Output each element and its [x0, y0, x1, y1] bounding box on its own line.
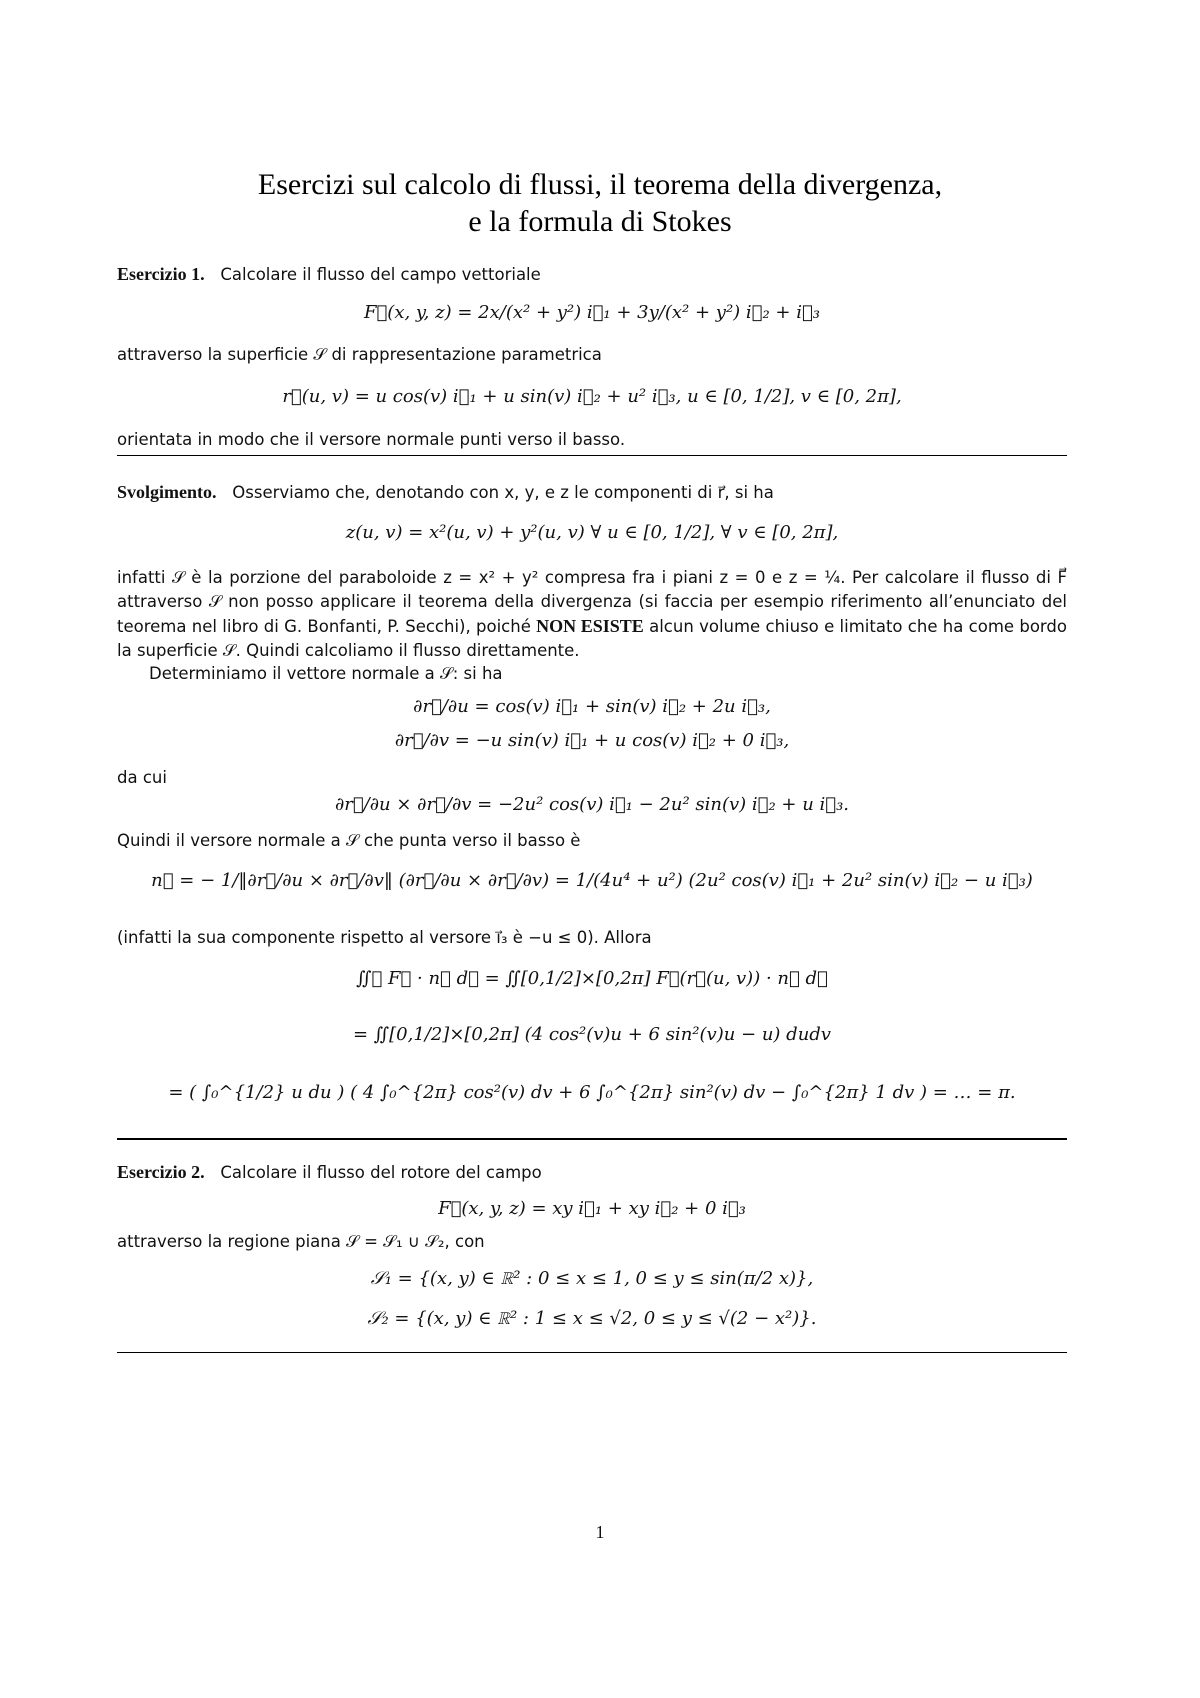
exercise-2-s1: 𝒮₁ = {(x, y) ∈ ℝ² : 0 ≤ x ≤ 1, 0 ≤ y ≤ sin(π/2 x)}, — [370, 1268, 814, 1289]
solution-1-p1-text: Osserviamo che, denotando con x, y, e z le componenti di r⃗, si ha — [232, 483, 774, 502]
exercise-2-field: F⃗(x, y, z) = xy i⃗₁ + xy i⃗₂ + 0 i⃗₃ — [438, 1198, 746, 1219]
exercise-1-intro: Calcolare il flusso del campo vettoriale — [220, 265, 541, 284]
page-number: 1 — [595, 1522, 605, 1542]
solution-1-p2-end: alcun volume chiuso e limitato che ha come bordo la superficie 𝒮. Quindi calcoliamo il flusso direttamente. — [117, 617, 1067, 660]
solution-1-p2-bold: NON ESISTE — [536, 616, 644, 636]
exercise-1-label: Esercizio 1. — [117, 264, 205, 284]
solution-1-da-cui: da cui — [117, 768, 167, 787]
solution-1-p2-text: infatti 𝒮 è la porzione del paraboloide z = x² + y² compresa fra i piani z = 0 e z = ¼. Per calcolare il flusso di F⃗ attraverso 𝒮 non posso applicare il teorema della divergenza (si faccia per esempio riferimento all’enunciato del teorema nel libro di G. Bonfanti, P. Secchi), poiché — [117, 568, 1067, 636]
solution-1-p2 — [117, 566, 1067, 663]
solution-1-p5: (infatti la sua componente rispetto al versore i⃗₃ è −u ≤ 0). Allora — [117, 928, 652, 947]
solution-1-eq5a: ∬𝒮 F⃗ · n⃗ d𝒮 = ∬[0,1/2]×[0,2π] F⃗(r⃗(u, v)) · n⃗ d𝒮 — [356, 968, 828, 989]
solution-1-eq3: ∂r⃗/∂u × ∂r⃗/∂v = −2u² cos(v) i⃗₁ − 2u² sin(v) i⃗₂ + u i⃗₃. — [334, 794, 850, 815]
divider — [117, 1138, 1067, 1140]
solution-1-eq4: n⃗ = − 1/‖∂r⃗/∂u × ∂r⃗/∂v‖ (∂r⃗/∂u × ∂r⃗/∂v) = 1/(4u⁴ + u²) (2u² cos(v) i⃗₁ + 2u² sin(v) i⃗₂ − u i⃗₃) — [151, 870, 1033, 891]
exercise-2-statement — [117, 1160, 1067, 1185]
exercise-1-through: attraverso la superficie 𝒮 di rappresentazione parametrica — [117, 345, 602, 364]
exercise-1-field: F⃗(x, y, z) = 2x/(x² + y²) i⃗₁ + 3y/(x² + y²) i⃗₂ + i⃗₃ — [364, 302, 820, 323]
exercise-2-intro: Calcolare il flusso del rotore del campo — [220, 1163, 542, 1182]
solution-1-p1 — [117, 480, 1067, 505]
solution-1-eq5b: = ∬[0,1/2]×[0,2π] (4 cos²(v)u + 6 sin²(v)u − u) dudv — [353, 1024, 831, 1045]
divider — [117, 455, 1067, 456]
title-line-1: Esercizi sul calcolo di flussi, il teorema della divergenza, — [257, 168, 943, 201]
solution-1-p3: Determiniamo il vettore normale a 𝒮: si ha — [149, 664, 503, 683]
solution-1-eq1: z(u, v) = x²(u, v) + y²(u, v) ∀ u ∈ [0, 1/2], ∀ v ∈ [0, 2π], — [345, 522, 839, 543]
exercise-2-s2: 𝒮₂ = {(x, y) ∈ ℝ² : 1 ≤ x ≤ √2, 0 ≤ y ≤ √(2 − x²)}. — [367, 1308, 817, 1329]
solution-1-eq2b: ∂r⃗/∂v = −u sin(v) i⃗₁ + u cos(v) i⃗₂ + 0 i⃗₃, — [394, 730, 790, 751]
solution-1-eq5c: = ( ∫₀^{1/2} u du ) ( 4 ∫₀^{2π} cos²(v) dv + 6 ∫₀^{2π} sin²(v) dv − ∫₀^{2π} 1 dv ) = … = π. — [168, 1082, 1016, 1103]
exercise-1-param: r⃗(u, v) = u cos(v) i⃗₁ + u sin(v) i⃗₂ + u² i⃗₃, u ∈ [0, 1/2], v ∈ [0, 2π], — [282, 386, 902, 407]
solution-1-label: Svolgimento. — [117, 482, 217, 502]
solution-1-eq2a: ∂r⃗/∂u = cos(v) i⃗₁ + sin(v) i⃗₂ + 2u i⃗₃, — [413, 696, 771, 717]
exercise-1-orientation: orientata in modo che il versore normale punti verso il basso. — [117, 430, 626, 449]
title-line-2: e la formula di Stokes — [468, 205, 732, 238]
solution-1-p4: Quindi il versore normale a 𝒮 che punta verso il basso è — [117, 831, 581, 850]
exercise-2-through: attraverso la regione piana 𝒮 = 𝒮₁ ∪ 𝒮₂, con — [117, 1232, 485, 1251]
divider — [117, 1352, 1067, 1353]
exercise-2-label: Esercizio 2. — [117, 1162, 205, 1182]
exercise-1-statement — [117, 262, 1067, 287]
